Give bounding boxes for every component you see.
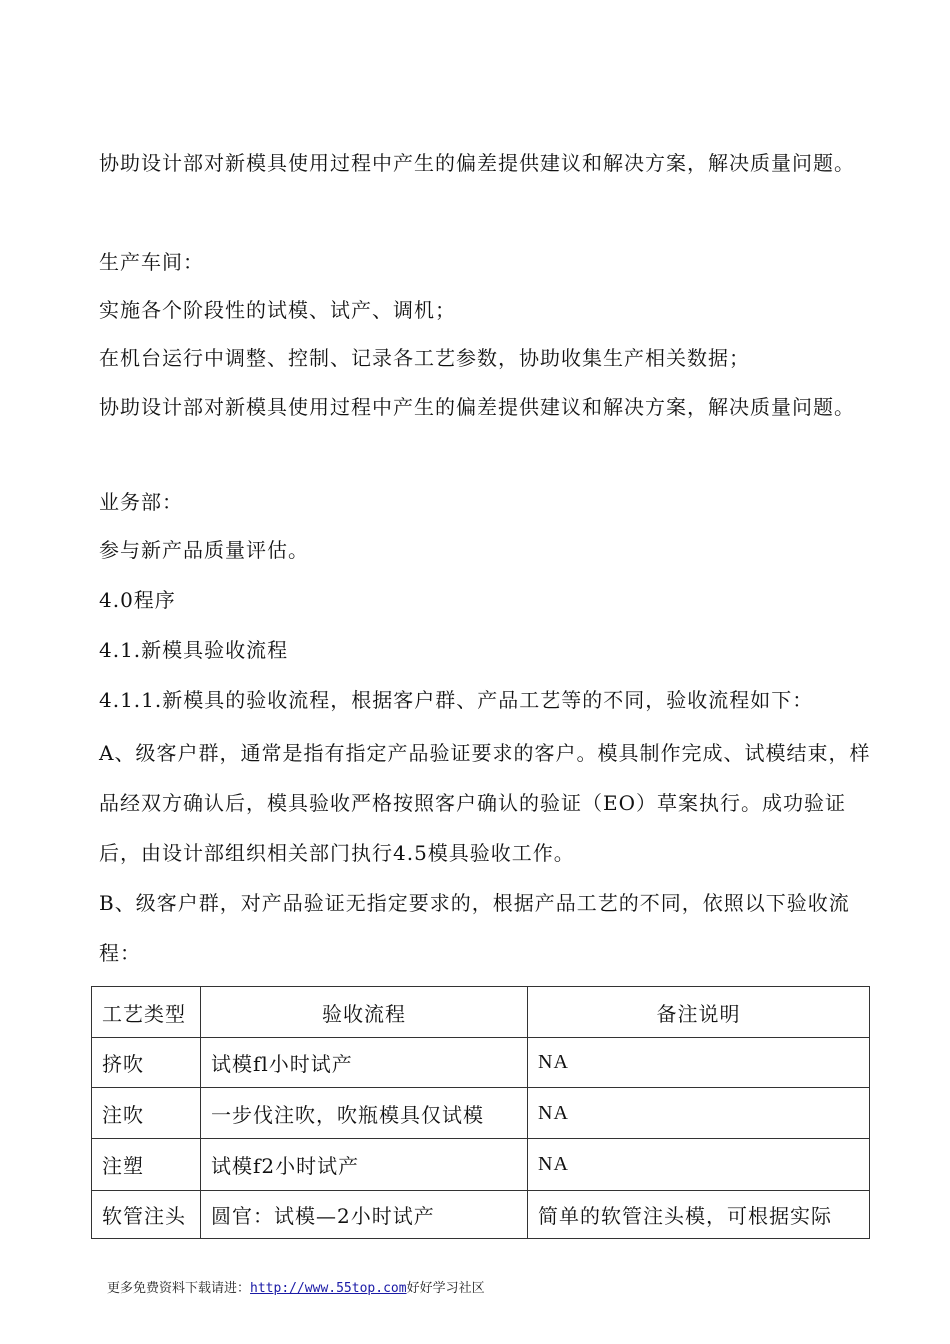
table-row [92, 1038, 870, 1088]
table-header-cell: 工艺类型 [92, 987, 201, 1038]
table-header-cell: 验收流程 [201, 987, 528, 1038]
table-row [92, 1191, 870, 1239]
paragraph-design-dept-support: 协助设计部对新模具使用过程中产生的偏差提供建议和解决方案，解决质量问题。 [99, 151, 855, 175]
heading-production-workshop: 生产车间： [99, 250, 204, 274]
table-header-row [92, 987, 870, 1038]
table-cell: NA [528, 1038, 870, 1088]
table-header-cell: 备注说明 [528, 987, 870, 1038]
table-cell: 注吹 [92, 1088, 201, 1139]
paragraph-machine-parameters: 在机台运行中调整、控制、记录各工艺参数，协助收集生产相关数据； [99, 346, 750, 370]
table-cell: 挤吹 [92, 1038, 201, 1088]
table-row [92, 1139, 870, 1191]
table-row [92, 1088, 870, 1139]
table-cell: 试模f2小时试产 [201, 1139, 528, 1191]
footer-link[interactable]: http://www.55top.com [250, 1281, 407, 1296]
paragraph-class-a-customers: A、级客户群，通常是指有指定产品验证要求的客户。模具制作完成、试模结束，样品经双方确认后，模具验收严格按照客户确认的验证（EO）草案执行。成功验证后，由设计部组织相关部门执行4.5模具验收工作。 [99, 741, 871, 865]
section-heading-mold-acceptance: 4.1.新模具验收流程 [99, 638, 289, 662]
paragraph-quality-evaluation: 参与新产品质量评估。 [99, 538, 309, 562]
heading-business-dept: 业务部： [99, 490, 183, 514]
page-footer [107, 1277, 485, 1296]
paragraph-acceptance-intro: 4.1.1.新模具的验收流程，根据客户群、产品工艺等的不同，验收流程如下： [99, 688, 814, 712]
table-cell: NA [528, 1088, 870, 1139]
table-cell: 试模fl小时试产 [201, 1038, 528, 1088]
table-cell: NA [528, 1139, 870, 1191]
paragraph-trial-runs: 实施各个阶段性的试模、试产、调机； [99, 298, 456, 322]
section-heading-procedure: 4.0程序 [99, 588, 176, 612]
table-cell: 一步伐注吹，吹瓶模具仅试模 [201, 1088, 528, 1139]
table-cell: 软管注头 [92, 1191, 201, 1239]
paragraph-class-b-customers: B、级客户群，对产品验证无指定要求的，根据产品工艺的不同，依照以下验收流程： [99, 891, 850, 965]
table-cell: 简单的软管注头模，可根据实际 [528, 1191, 870, 1239]
process-table [91, 986, 870, 1239]
table-cell: 注塑 [92, 1139, 201, 1191]
footer-prefix: 更多免费资料下载请进： [107, 1281, 251, 1296]
footer-suffix: 好好学习社区 [406, 1281, 485, 1296]
table-cell: 圆官：试模—2小时试产 [201, 1191, 528, 1239]
paragraph-design-dept-support-2: 协助设计部对新模具使用过程中产生的偏差提供建议和解决方案，解决质量问题。 [99, 395, 855, 419]
